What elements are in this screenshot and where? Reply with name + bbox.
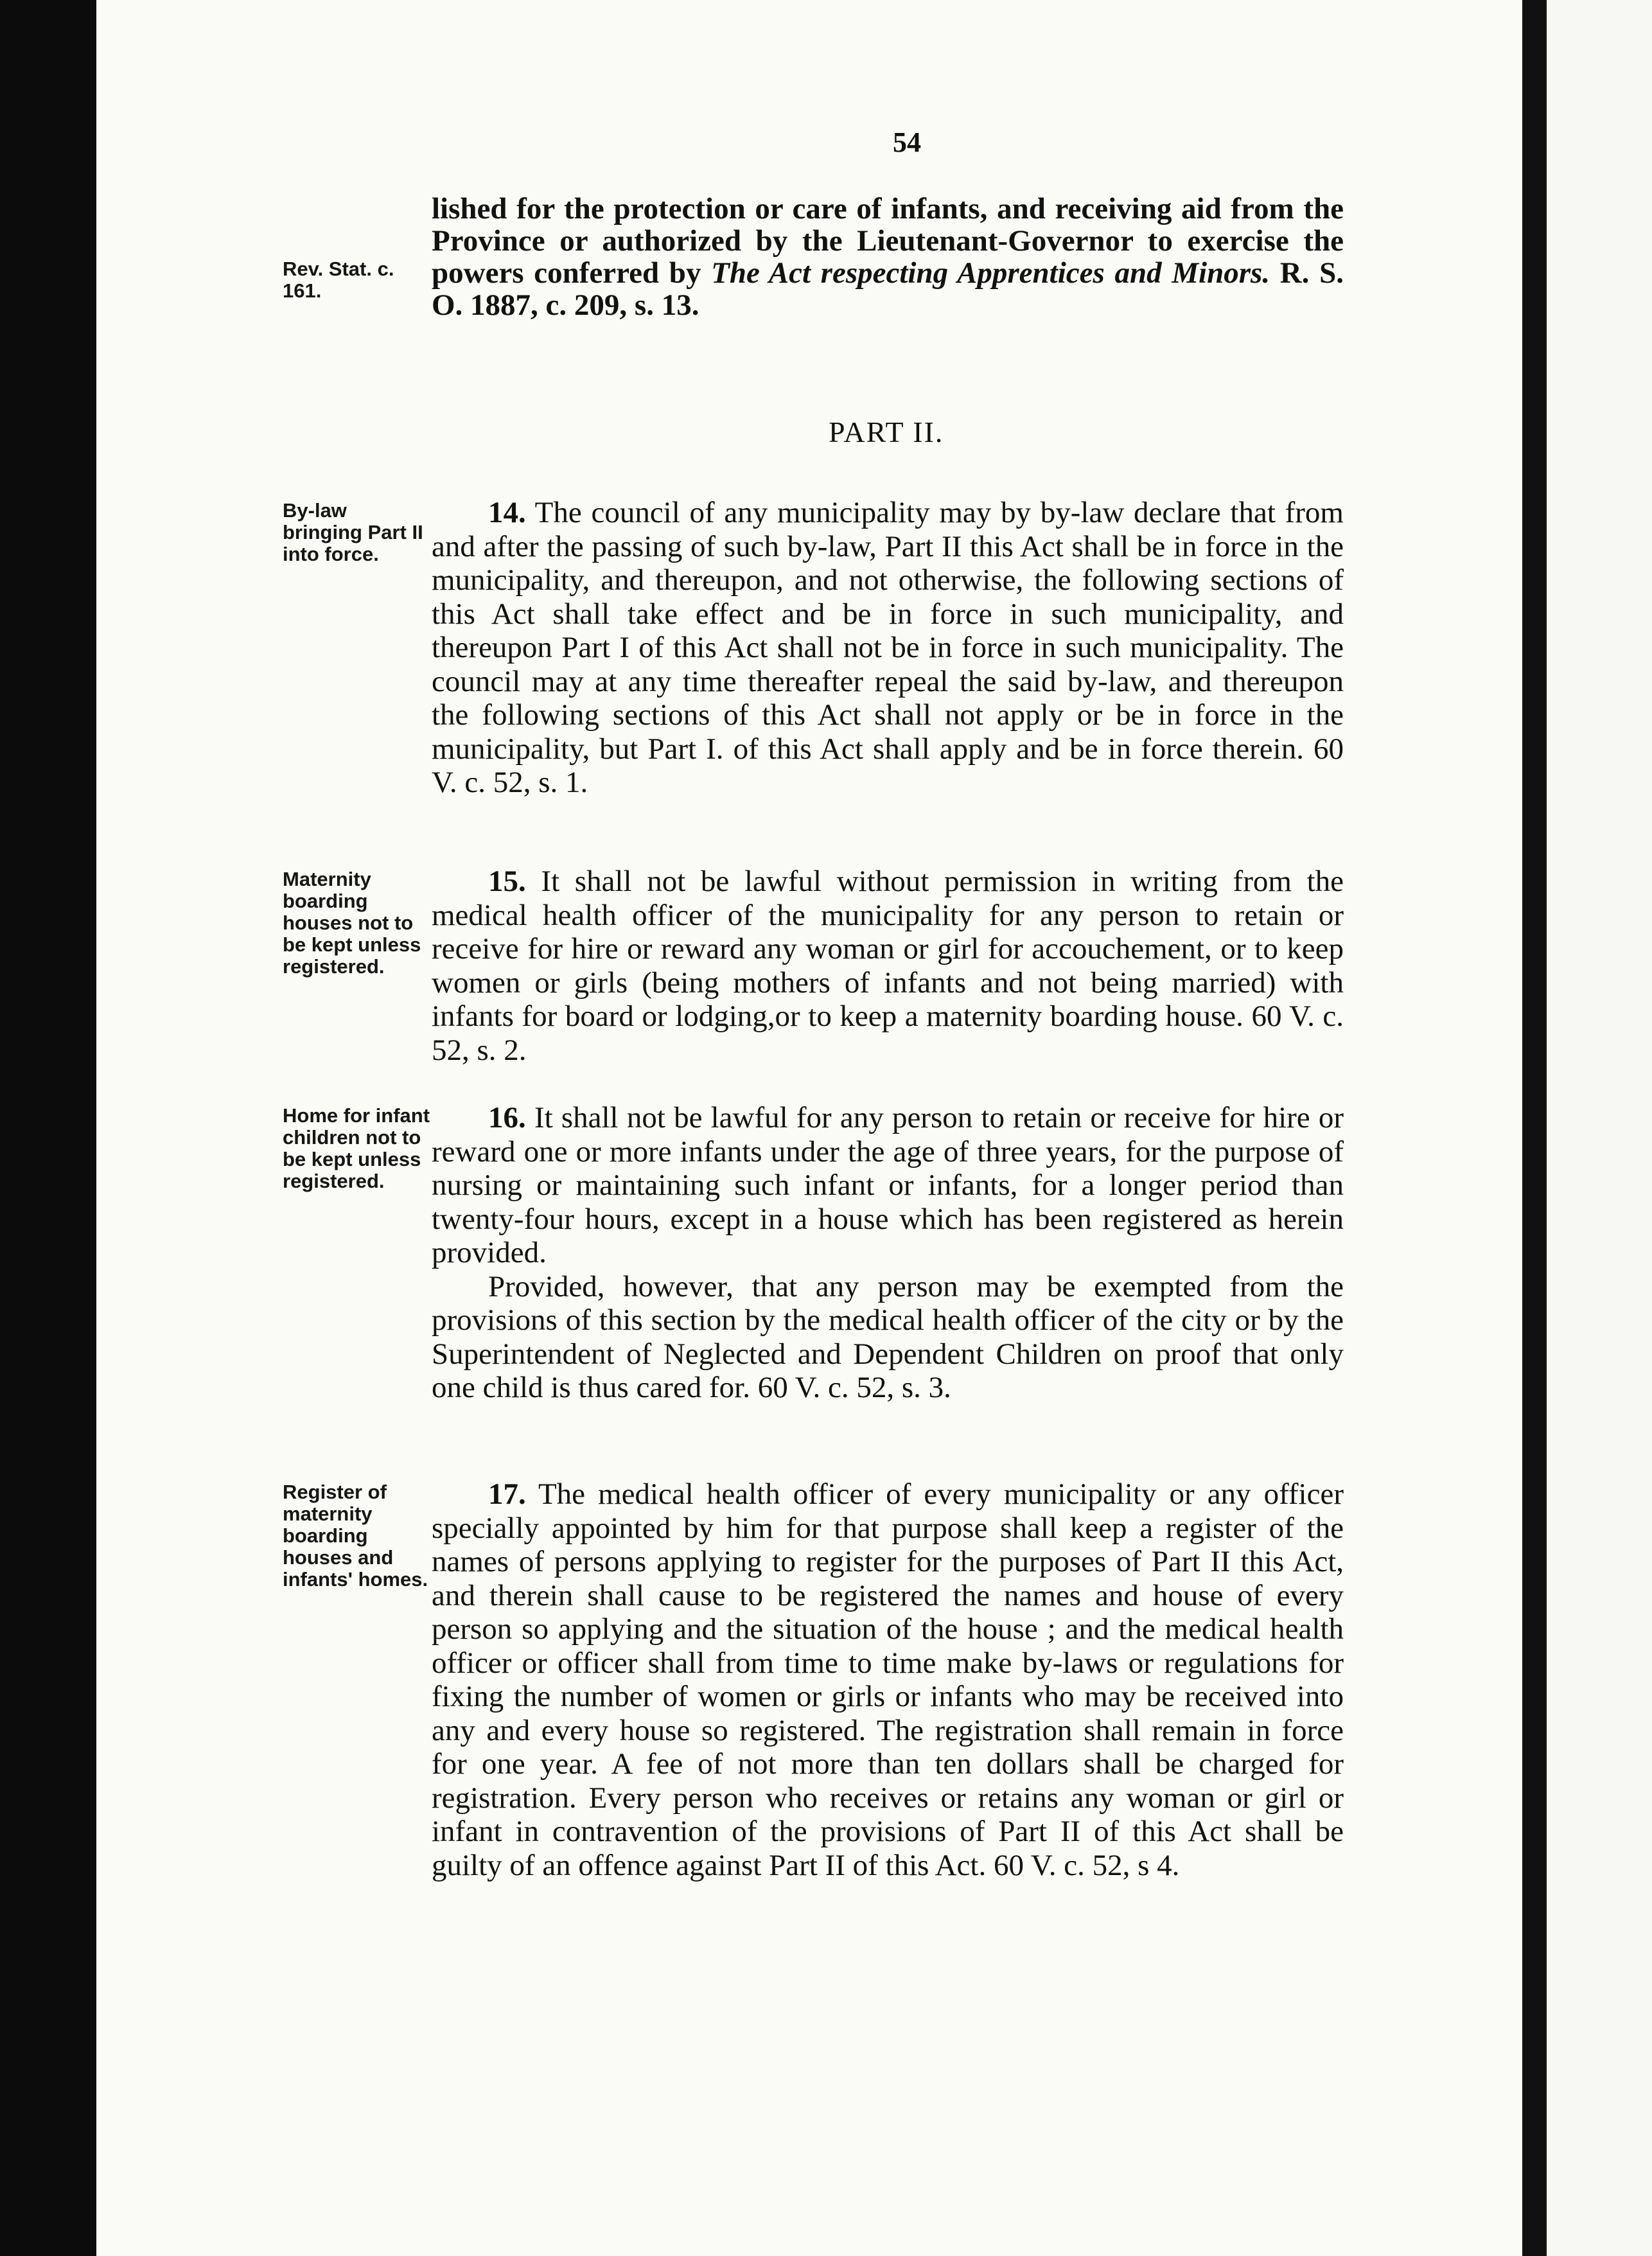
section-text-14: The council of any municipality may by by-law declare that from and after the passing of such by-law, Part II this Act shall be in force in the municipality, and thereupon, and not otherwise, the following sections of this Act shall take effect and be in force in such municipality, and thereupon Part I of this Act shall not be in force in such municipality. The council may at any time thereafter repeal the said by-law, and thereupon the following sections of this Act shall not apply or be in force in the municipality, but Part I. of this Act shall apply and be in force therein. 60 V. c. 52, s. 1. [432,496,1344,799]
section-number-16: 16. [488,1101,526,1134]
section-number-15: 15. [488,865,526,898]
margin-note-rev-stat: Rev. Stat. c. 161. [283,258,394,302]
section-text-16: It shall not be lawful for any person to retain or receive for hire or reward one or more infants under the age of three years, for the purpose of nursing or maintaining such infant or infants, for a longer period than twenty-four hours, except in a house which has been registered as herein provided. [432,1101,1344,1269]
page-gutter [1522,0,1547,2256]
margin-note-section-15: Maternity boarding houses not to be kept unless registered. [283,868,421,978]
section-text-15: It shall not be lawful without permission in writing from the medical health officer of the municipality for any person to retain or receive for hire or reward any woman or girl for accouchement, or to keep women or girls (being mothers of infants and not being married) with infants for board or lodging,or to keep a maternity boarding house. 60 V. c. 52, s. 2. [432,865,1344,1067]
page-number: 54 [893,127,921,158]
section-number-14: 14. [488,496,526,529]
section-16-proviso: Provided, however, that any person may be exempted from the provisions of this section by the medical health officer of the city or by the Superintendent of Neglected and Dependent Children on proof that only one child is thus cared for. 60 V. c. 52, s. 3. [432,1269,1344,1404]
intro-text: lished for the protection or care of infants, and receiving aid from the Province or authorized by the Lieutenant-Governor to exercise the powers conferred by [432,192,1344,290]
margin-note-section-14: By-law bringing Part II into force. [283,499,423,565]
section-number-17: 17. [488,1477,526,1511]
adjacent-page-edge [1547,0,1652,2256]
section-17 [432,1477,1344,1882]
section-15 [432,865,1344,1067]
section-text-17: The medical health officer of every municipality or any officer specially appointed by him for that purpose shall keep a register of the names of persons applying to register for the purposes of Part II this Act, and therein shall cause to be registered the names and house of every person so applying and the situation of the house ; and the medical health officer or officer shall from time to time make by-laws or regulations for fixing the number of women or girls or infants who may be received into any and every house so registered. The registration shall remain in force for one year. A fee of not more than ten dollars shall be charged for registration. Every person who receives or retains any woman or girl or infant in contravention of the provisions of Part II of this Act shall be guilty of an offence against Part II of this Act. 60 V. c. 52, s 4. [432,1477,1344,1882]
intro-act-title: The Act respecting Apprentices and Minors. [711,256,1270,290]
section-14 [432,496,1344,800]
intro-citation: R. S. O. 1887, c. 209, s. 13. [432,256,1344,322]
margin-note-section-16: Home for infant children not to be kept unless registered. [283,1104,430,1192]
section-16 [432,1101,1344,1405]
margin-note-section-17: Register of maternity boarding houses and infants' homes. [283,1481,428,1591]
intro-paragraph [432,193,1344,321]
part-heading: PART II. [829,416,944,448]
